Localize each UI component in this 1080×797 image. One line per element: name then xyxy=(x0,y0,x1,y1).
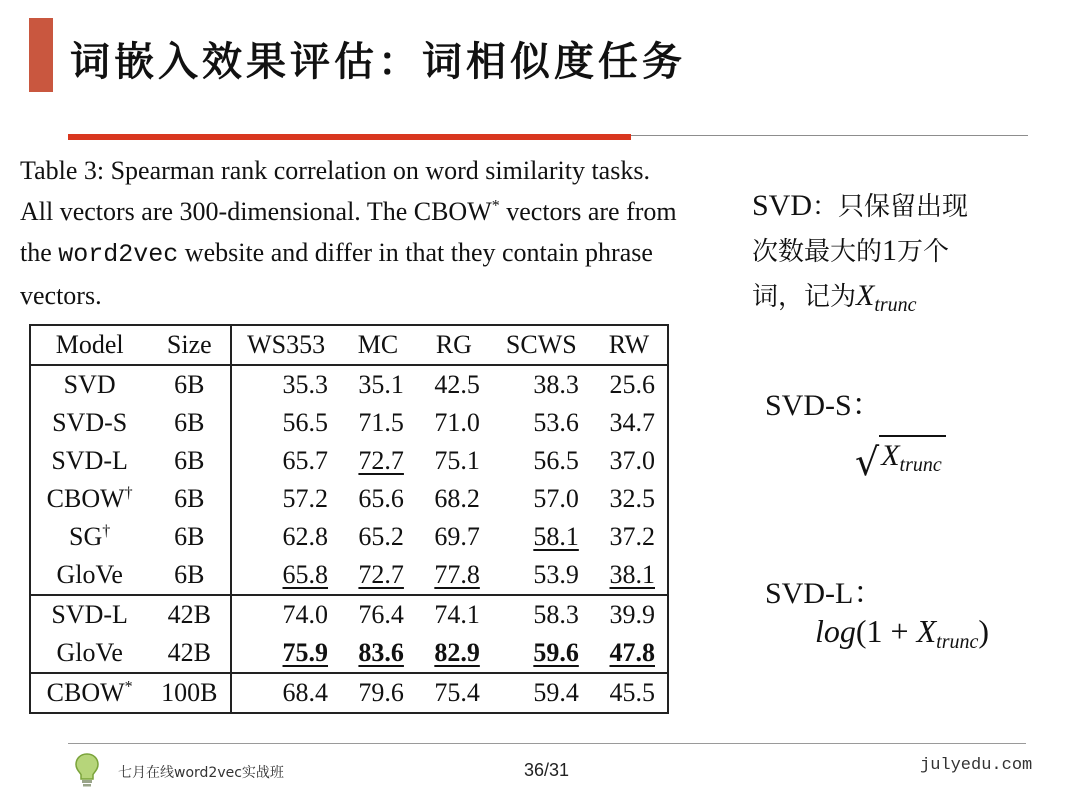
cell-value: 75.1 xyxy=(434,446,480,475)
caption-star: * xyxy=(491,197,500,215)
header-rg: RG xyxy=(435,330,472,359)
header-mc: MC xyxy=(357,330,399,359)
cell-model: CBOW† xyxy=(46,484,133,513)
cell-value: 79.6 xyxy=(340,673,416,713)
table-row xyxy=(30,634,668,673)
similarity-table xyxy=(29,324,669,714)
cell-model: SVD-L xyxy=(51,446,128,475)
caption-text-3: website and differ in that they contain phrase vectors. xyxy=(20,238,653,310)
cell-value: 53.6 xyxy=(533,408,579,437)
title-accent-bar xyxy=(29,18,53,92)
cell-value: 62.8 xyxy=(231,518,340,556)
cell-value: 37.0 xyxy=(609,446,655,475)
svds-label: SVD-S： xyxy=(765,389,882,422)
svdl-label: SVD-L： xyxy=(765,577,884,610)
cell-value: 25.6 xyxy=(609,370,655,399)
svd-note xyxy=(752,184,1052,327)
cell-value: 59.4 xyxy=(492,673,591,713)
cell-value: 71.5 xyxy=(358,408,404,437)
cell-value: 57.2 xyxy=(231,480,340,518)
table-caption xyxy=(20,150,682,316)
table-row xyxy=(30,404,668,442)
cell-model: GloVe xyxy=(56,560,123,589)
cell-value: 59.6 xyxy=(533,638,579,667)
svd-note-text-3: 万个 xyxy=(897,237,950,267)
svd-note-text-4: 词，记为 xyxy=(752,282,857,312)
header-ws353: WS353 xyxy=(231,325,340,365)
cell-size: 6B xyxy=(174,370,205,399)
cell-model: SG† xyxy=(69,522,111,551)
cell-value: 57.0 xyxy=(533,484,579,513)
sqrt-formula xyxy=(855,435,946,483)
cell-value: 74.0 xyxy=(231,595,340,634)
cell-model: SVD xyxy=(63,370,116,399)
footer-rule xyxy=(68,743,1026,744)
caption-code: word2vec xyxy=(58,240,179,269)
cell-value: 65.8 xyxy=(231,556,340,595)
header-model: Model xyxy=(55,330,124,359)
cell-value: 76.4 xyxy=(340,595,416,634)
cell-value: 45.5 xyxy=(591,673,668,713)
cell-size: 100B xyxy=(148,673,231,713)
cell-value: 47.8 xyxy=(609,638,655,667)
caption-text-2: vectors are from the xyxy=(20,197,677,267)
cell-value: 37.2 xyxy=(609,522,655,551)
table-row xyxy=(30,673,668,713)
cell-value: 58.3 xyxy=(492,595,591,634)
sqrt-sign-icon: √ xyxy=(855,440,880,484)
cell-size: 6B xyxy=(174,446,205,475)
cell-model: GloVe xyxy=(56,638,123,667)
cell-value: 68.4 xyxy=(231,673,340,713)
header-rw: RW xyxy=(608,330,650,359)
table-header-row xyxy=(30,325,668,365)
svd-note-text-2: 次数最大的 xyxy=(752,237,883,267)
cell-value: 65.2 xyxy=(358,522,404,551)
cell-value: 77.8 xyxy=(434,560,480,589)
cell-size: 6B xyxy=(174,522,205,551)
cell-size: 6B xyxy=(174,560,205,589)
x-trunc-symbol: $X_{trunc}$ xyxy=(856,279,917,316)
cell-value: 74.1 xyxy=(416,595,492,634)
page-number: 36/31 xyxy=(524,760,570,780)
cell-model: SVD-S xyxy=(52,408,128,437)
cell-size: 6B xyxy=(174,484,205,513)
table-row xyxy=(30,595,668,634)
cell-value: 83.6 xyxy=(358,638,404,667)
sqrt-body: $X_{trunc}$ xyxy=(879,435,946,482)
cell-value: 65.6 xyxy=(358,484,404,513)
cell-size: 6B xyxy=(174,408,205,437)
footer-course: 七月在线word2vec实战班 xyxy=(118,765,284,781)
title-rule xyxy=(631,135,1028,136)
cell-value: 75.4 xyxy=(416,673,492,713)
cell-size: 42B xyxy=(167,638,211,667)
cell-value: 35.1 xyxy=(358,370,404,399)
cell-value: 53.9 xyxy=(533,560,579,589)
table-row xyxy=(30,442,668,480)
footer-site: julyedu.com xyxy=(920,756,1033,775)
cell-value: 56.5 xyxy=(231,404,340,442)
cell-value: 38.1 xyxy=(609,560,655,589)
cell-model: CBOW* xyxy=(30,673,148,713)
table-row xyxy=(30,518,668,556)
cell-value: 34.7 xyxy=(609,408,655,437)
svd-note-text-1: ：只保留出现 xyxy=(812,192,969,222)
table-body xyxy=(30,365,668,713)
table-row xyxy=(30,365,668,404)
caption-text-1: Table 3: Spearman rank correlation on word similarity tasks. All vectors are 300-dimensional. The CBOW xyxy=(20,156,650,226)
title-underline xyxy=(68,134,631,140)
cell-value: 75.9 xyxy=(231,634,340,673)
cell-value: 39.9 xyxy=(591,595,668,634)
slide-title: 词嵌入效果评估：词相似度任务 xyxy=(70,39,686,85)
table-row xyxy=(30,480,668,518)
cell-value: 65.7 xyxy=(231,442,340,480)
cell-value: 68.2 xyxy=(434,484,480,513)
cell-value: 69.7 xyxy=(434,522,480,551)
table-row xyxy=(30,556,668,595)
cell-value: 71.0 xyxy=(434,408,480,437)
cell-size: 42B xyxy=(148,595,231,634)
svd-note-number: 1 xyxy=(882,234,898,267)
cell-value: 72.7 xyxy=(358,446,404,475)
cell-model: SVD-L xyxy=(30,595,148,634)
cell-value: 35.3 xyxy=(231,365,340,404)
cell-value: 56.5 xyxy=(533,446,579,475)
svd-note-label: SVD xyxy=(752,189,813,222)
cell-value: 82.9 xyxy=(434,638,480,667)
cell-value: 58.1 xyxy=(533,522,579,551)
lightbulb-icon xyxy=(74,752,100,788)
header-size: Size xyxy=(166,330,212,359)
header-scws: SCWS xyxy=(505,330,577,359)
cell-value: 32.5 xyxy=(609,484,655,513)
cell-value: 38.3 xyxy=(533,370,579,399)
log-formula: $\log(1 + X_{trunc})$ xyxy=(815,613,990,653)
cell-value: 72.7 xyxy=(358,560,404,589)
cell-value: 42.5 xyxy=(434,370,480,399)
